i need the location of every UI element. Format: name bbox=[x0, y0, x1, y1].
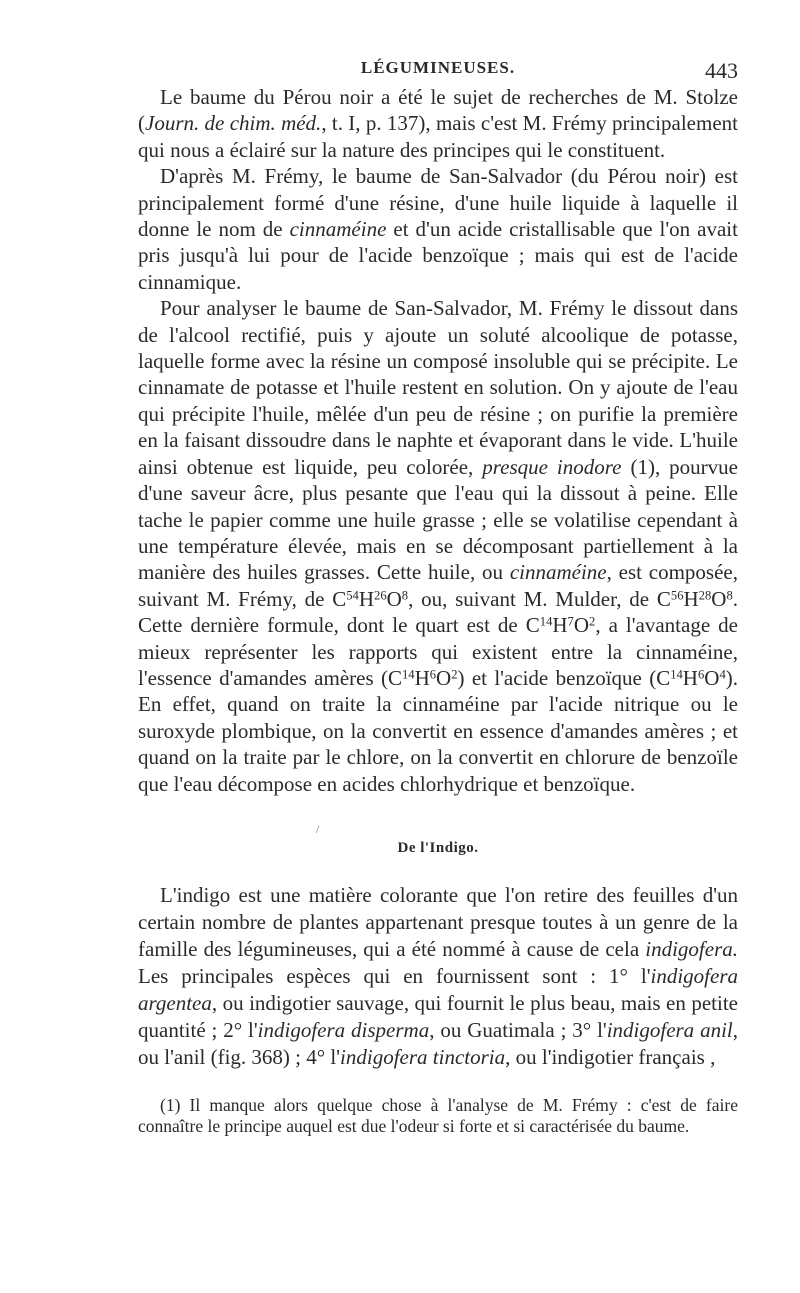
paragraph-analysis: Pour analyser le baume de San-Salvador, M. Frémy le dissout dans de l'alcool rectifié, puis y ajoute un soluté alcoolique de potasse, laquelle forme avec la résine un composé insoluble qui se précipite. Le cinnamate de potasse et l'huile restent en solution. On y ajoute de l'eau qui précipite l'huile, mêlée d'un peu de résine ; on purifie la première en la faisant dissoudre dans le naphte et évaporant dans le vide. L'huile ainsi obtenue est liquide, peu colorée, presque inodore (1), pourvue d'une saveur âcre, plus pesante que l'eau qui la dissout à peine. Elle tache le papier comme une huile grasse ; elle se volatilise cependant à une température élevée, mais en se décomposant partiellement à la manière des huiles grasses. Cette huile, ou cinnaméine, est composée, suivant M. Frémy, de $C^{54}H^{26}O^8$, ou, suivant M. Mulder, de $C^{56}H^{28}O^8$. Cette dernière formule, dont le quart est de $C^{14}H^7O^2$, a l'avantage de mieux représenter les rapports qui existent entre la cinnaméine, l'essence d'amandes amères $(C^{14}H^6O^2)$ et l'acide benzoïque $(C^{14}H^6O^4)$. En effet, quand on traite la cinnaméine par l'acide nitrique ou le suroxyde plombique, on la convertit en essence d'amandes amères ; et quand on la traite par le chlore, on la convertit en chlorure de benzoïle que l'eau décompose en acides chlorhydrique et benzoïque. bbox=[138, 296, 738, 796]
running-head: LÉGUMINEUSES. bbox=[360, 58, 516, 77]
paragraph-peru-balsam: Le baume du Pérou noir a été le sujet de recherches de M. Stolze (Journ. de chim. méd., t. I, p. 137), mais c'est M. Frémy principalement qui nous a éclairé sur la nature des principes qui le constituent. bbox=[138, 85, 738, 162]
indigo-text bbox=[138, 882, 738, 1071]
section-title: De l'Indigo. bbox=[397, 840, 479, 856]
footnote: (1) Il manque alors quelque chose à l'analyse de M. Frémy : c'est de faire connaître le principe auquel est due l'odeur si forte et si caractérisée du baume. bbox=[138, 1095, 738, 1136]
stray-mark: / bbox=[316, 822, 320, 836]
page-number: 443 bbox=[705, 58, 738, 83]
paragraph-indigo: L'indigo est une matière colorante que l'on retire des feuilles d'un certain nombre de plantes appartenant presque toutes à un genre de la famille des légumineuses, qui a été nommé à cause de cela indigofera. Les principales espèces qui en fournissent sont : 1° l'indigofera argentea, ou indigotier sauvage, qui fournit le plus beau, mais en petite quantité ; 2° l'indigofera disperma, ou Guatimala ; 3° l'indigofera anil, ou l'anil (fig. 368) ; 4° l'indigofera tinctoria, ou l'indigotier français , bbox=[138, 883, 738, 1069]
paragraph-fremy: D'après M. Frémy, le baume de San-Salvador (du Pérou noir) est principalement formé d'une résine, d'une huile liquide à laquelle il donne le nom de cinnaméine et d'un acide cristallisable que l'on avait pris jusqu'à lui pour de l'acide benzoïque ; mais qui est de l'acide cinnamique. bbox=[138, 164, 738, 294]
main-text bbox=[138, 84, 738, 797]
